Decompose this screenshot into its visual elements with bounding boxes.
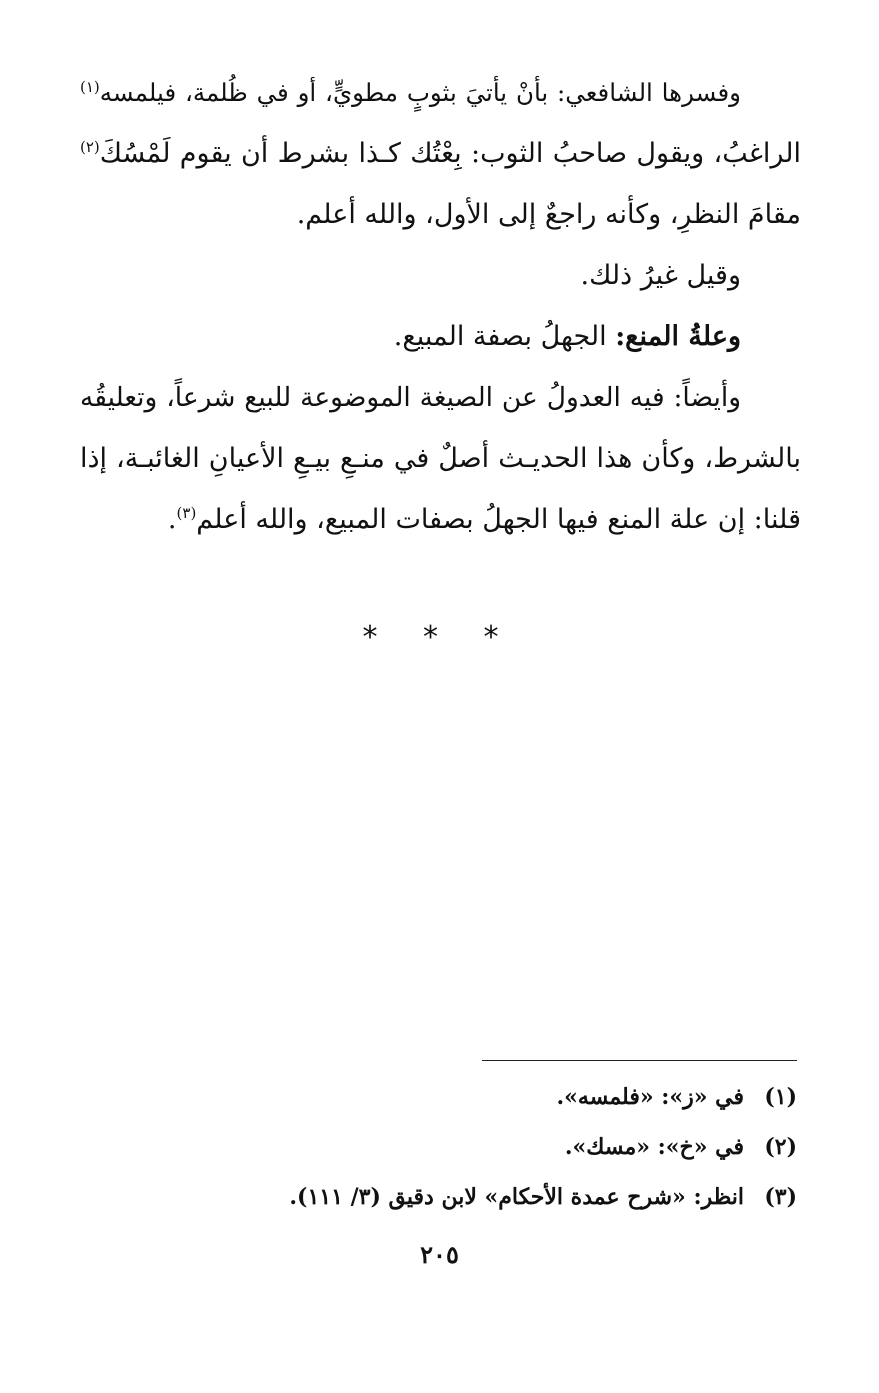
footnote-3	[157, 1172, 797, 1222]
footnote-ref-1: (١)	[80, 77, 100, 96]
text-segment: وفسرها الشافعي: بأنْ يأتيَ بثوبٍ مطويٍّ، أو في ظُلمة، فيلمسه	[99, 78, 741, 107]
footnote-ref-3: (٣)	[176, 504, 197, 522]
paragraph-3-heading: وعلةُ المنع:	[615, 321, 741, 352]
footnote-1	[157, 1072, 797, 1122]
text-segment: .	[167, 504, 177, 535]
footnote-2	[157, 1122, 797, 1172]
footnote-text: في «خ»: «مسك».	[564, 1134, 744, 1160]
footnote-text: في «ز»: «فلمسه».	[556, 1084, 744, 1110]
paragraph-4-line-2: بالشرط، وكأن هذا الحديـث أصلٌ في منـعِ بيـعِ الأعيانِ الغائبـة، إذا	[80, 443, 801, 474]
page-number: ٢٠٥	[420, 1240, 459, 1269]
text-segment: قلنا: إن علة المنع فيها الجهلُ بصفات المبيع، والله أعلم	[196, 504, 801, 535]
footnote-text: انظر: «شرح عمدة الأحكام» لابن دقيق (٣/ ١١١).	[289, 1184, 744, 1210]
paragraph-3	[80, 306, 801, 367]
footnote-number: (٣)	[764, 1184, 797, 1210]
footnote-ref-2: (٢)	[80, 138, 100, 156]
footnote-divider	[482, 1060, 797, 1061]
main-text	[80, 62, 801, 550]
footnote-number: (٢)	[764, 1134, 797, 1160]
footnote-number: (١)	[764, 1084, 797, 1110]
paragraph-2: وقيل غيرُ ذلك.	[580, 260, 741, 291]
footnotes	[157, 1072, 797, 1222]
section-separator: * * *	[362, 620, 517, 655]
paragraph-1-line-3: مقامَ النظرِ، وكأنه راجعٌ إلى الأول، والله أعلم.	[296, 199, 801, 230]
text-segment: الراغبُ، ويقول صاحبُ الثوب: بِعْتُك كـذا بشرط أن يقوم لَمْسُكَ	[99, 138, 801, 169]
paragraph-4-line-3	[80, 489, 801, 550]
paragraph-3-text: الجهلُ بصفة المبيع.	[393, 321, 616, 352]
paragraph-1-line-1	[80, 62, 801, 123]
paragraph-4-line-1: وأيضاً: فيه العدولُ عن الصيغة الموضوعة للبيع شرعاً، وتعليقُه	[80, 382, 741, 413]
paragraph-1-line-2	[80, 123, 801, 184]
